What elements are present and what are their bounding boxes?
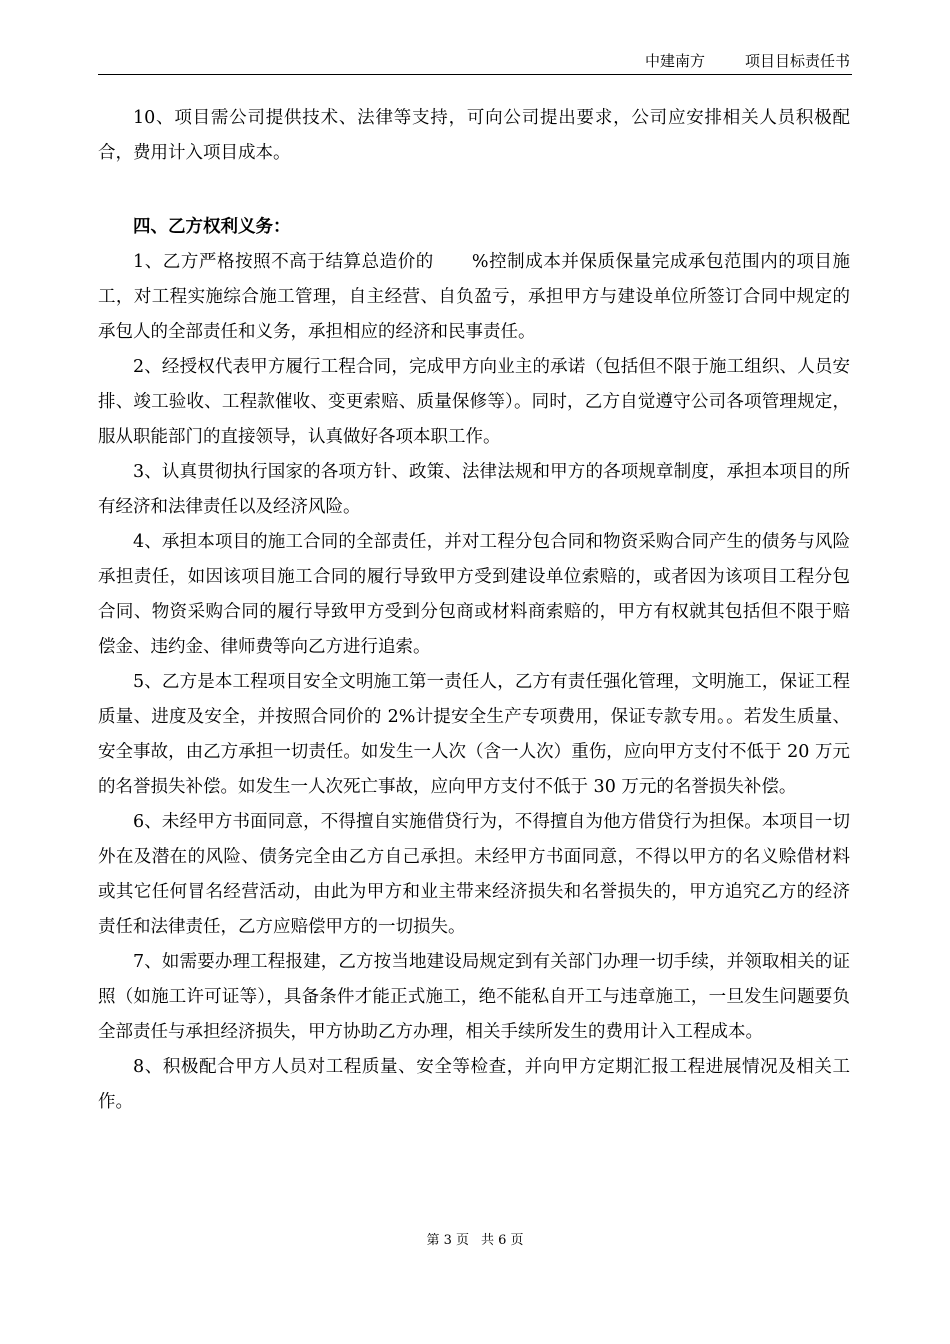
item-1-text-end: %控制成本并保质保量完成承包范围内的项目施工，对工程实施综合施工管理，自主经营、自负盈亏，承担甲方与建设单位所签订合同中规定的承包人的全部责任和义务，承担相应的经济和民事责任。 — [98, 252, 850, 342]
section-spacer — [98, 171, 850, 206]
header-doc-title: 项目目标责任书 — [744, 52, 850, 70]
clause-4-item-4: 4、承担本项目的施工合同的全部责任，并对工程分包合同和物资采购合同产生的债务与风险承担责任，如因该项目施工合同的履行导致甲方受到建设单位索赔的，或者因为该项目工程分包合同、物资采购合同的履行导致甲方受到分包商或材料商索赔的，甲方有权就其包括但不限于赔偿金、违约金、律师费等向乙方进行追索。 — [98, 532, 850, 657]
page-number: 第 3 页 — [426, 1233, 469, 1248]
clause-3-item-10: 10、项目需公司提供技术、法律等支持，可向公司提出要求，公司应安排相关人员积极配合，费用计入项目成本。 — [98, 108, 850, 163]
section-4-heading: 四、乙方权利义务： — [133, 217, 291, 237]
document-body — [98, 101, 850, 1120]
clause-4-item-3: 3、认真贯彻执行国家的各项方针、政策、法律法规和甲方的各项规章制度，承担本项目的所有经济和法律责任以及经济风险。 — [98, 462, 850, 517]
clause-4-item-7: 7、如需要办理工程报建，乙方按当地建设局规定到有关部门办理一切手续，并领取相关的证照（如施工许可证等），具备条件才能正式施工，绝不能私自开工与违章施工，一旦发生问题要负全部责任与承担经济损失，甲方协助乙方办理，相关手续所发生的费用计入工程成本。 — [98, 952, 850, 1042]
page-footer — [0, 1231, 950, 1251]
header-company: 中建南方 — [644, 52, 705, 70]
page-header — [98, 50, 850, 72]
item-1-text-start: 1、乙方严格按照不高于结算总造价的 — [133, 252, 434, 272]
clause-4-item-5: 5、乙方是本工程项目安全文明施工第一责任人，乙方有责任强化管理，文明施工，保证工程质量、进度及安全，并按照合同价的 2%计提安全生产专项费用，保证专款专用。。若发生质量、安全事故，由乙方承担一切责任。如发生一人次（含一人次）重伤，应向甲方支付不低于 20 万元的名誉损失补偿。如发生一人次死亡事故，应向甲方支付不低于 30 万元的名誉损失补偿。 — [98, 672, 850, 797]
page-total: 共 6 页 — [481, 1233, 524, 1248]
header-divider — [98, 74, 852, 75]
clause-4-item-6: 6、未经甲方书面同意，不得擅自实施借贷行为，不得擅自为他方借贷行为担保。本项目一切外在及潜在的风险、债务完全由乙方自己承担。未经甲方书面同意，不得以甲方的名义赊借材料或其它任何冒名经营活动，由此为甲方和业主带来经济损失和名誉损失的，甲方追究乙方的经济责任和法律责任，乙方应赔偿甲方的一切损失。 — [98, 812, 850, 937]
clause-4-item-8: 8、积极配合甲方人员对工程质量、安全等检查，并向甲方定期汇报工程进展情况及相关工作。 — [98, 1057, 850, 1112]
clause-4-item-2: 2、经授权代表甲方履行工程合同，完成甲方向业主的承诺（包括但不限于施工组织、人员安排、竣工验收、工程款催收、变更索赔、质量保修等）。同时，乙方自觉遵守公司各项管理规定，服从职能部门的直接领导，认真做好各项本职工作。 — [98, 357, 850, 447]
clause-4-item-1 — [98, 245, 850, 350]
